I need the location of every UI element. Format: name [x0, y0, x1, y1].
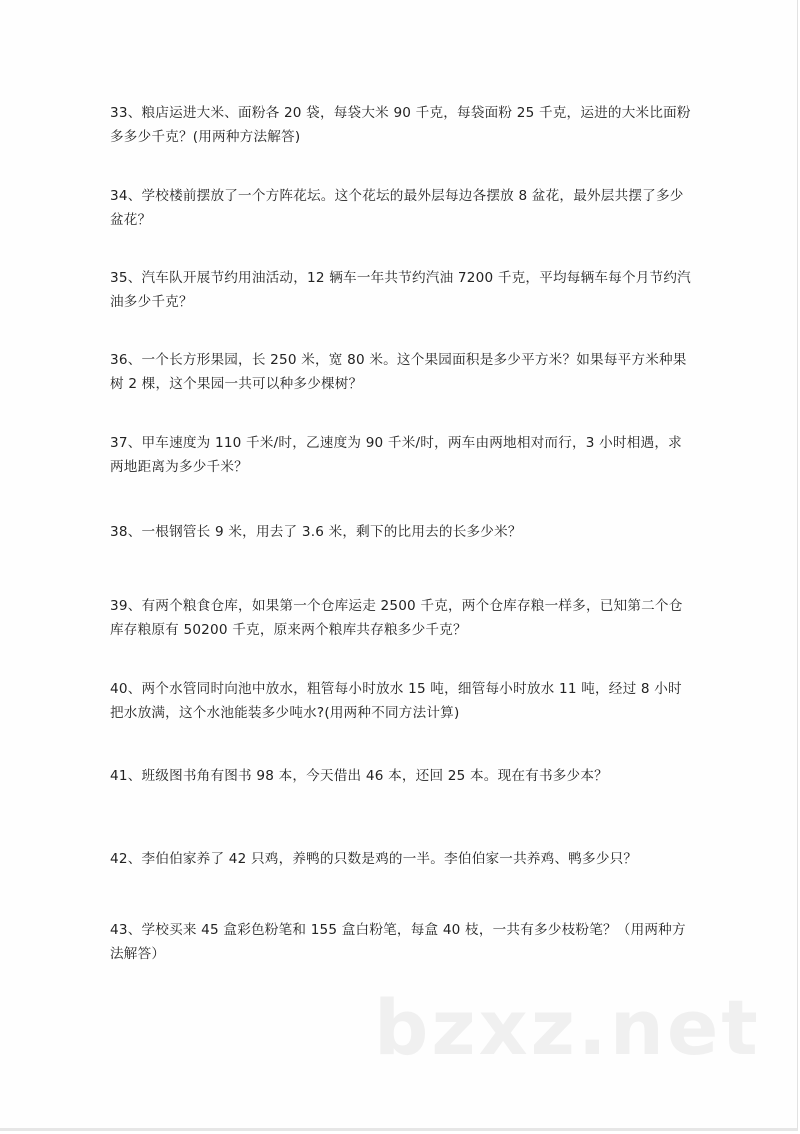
question-43: 43、学校买来 45 盒彩色粉笔和 155 盒白粉笔，每盒 40 枝，一共有多少枝粉笔？（用两种方法解答） — [110, 922, 686, 962]
question-42: 42、李伯伯家养了 42 只鸡，养鸭的只数是鸡的一半。李伯伯家一共养鸡、鸭多少只？ — [110, 851, 638, 867]
question-38: 38、一根钢管长 9 米，用去了 3.6 米，剩下的比用去的长多少米？ — [110, 524, 522, 540]
question-40: 40、两个水管同时向池中放水，粗管每小时放水 15 吨，细管每小时放水 11 吨，经过 8 小时把水放满，这个水池能装多少吨水?(用两种不同方法计算) — [110, 681, 682, 721]
question-35: 35、汽车队开展节约用油活动，12 辆车一年共节约汽油 7200 千克，平均每辆车每个月节约汽油多少千克？ — [110, 270, 691, 310]
question-37: 37、甲车速度为 110 千米/时，乙速度为 90 千米/时，两车由两地相对而行，3 小时相遇，求两地距离为多少千米？ — [110, 435, 682, 475]
question-39: 39、有两个粮食仓库，如果第一个仓库运走 2500 千克，两个仓库存粮一样多，已知第二个仓库存粮原有 50200 千克，原来两个粮库共存粮多少千克？ — [110, 598, 683, 638]
question-41: 41、班级图书角有图书 98 本，今天借出 46 本，还回 25 本。现在有书多少本？ — [110, 768, 608, 784]
question-36: 36、一个长方形果园，长 250 米，宽 80 米。这个果园面积是多少平方米？如果每平方米种果树 2 棵，这个果园一共可以种多少棵树？ — [110, 352, 687, 392]
watermark: bzxz.net — [374, 983, 761, 1072]
question-33: 33、粮店运进大米、面粉各 20 袋，每袋大米 90 千克，每袋面粉 25 千克，运进的大米比面粉多多少千克？(用两种方法解答) — [110, 105, 691, 145]
question-34: 34、学校楼前摆放了一个方阵花坛。这个花坛的最外层每边各摆放 8 盆花，最外层共摆了多少盆花？ — [110, 188, 684, 228]
